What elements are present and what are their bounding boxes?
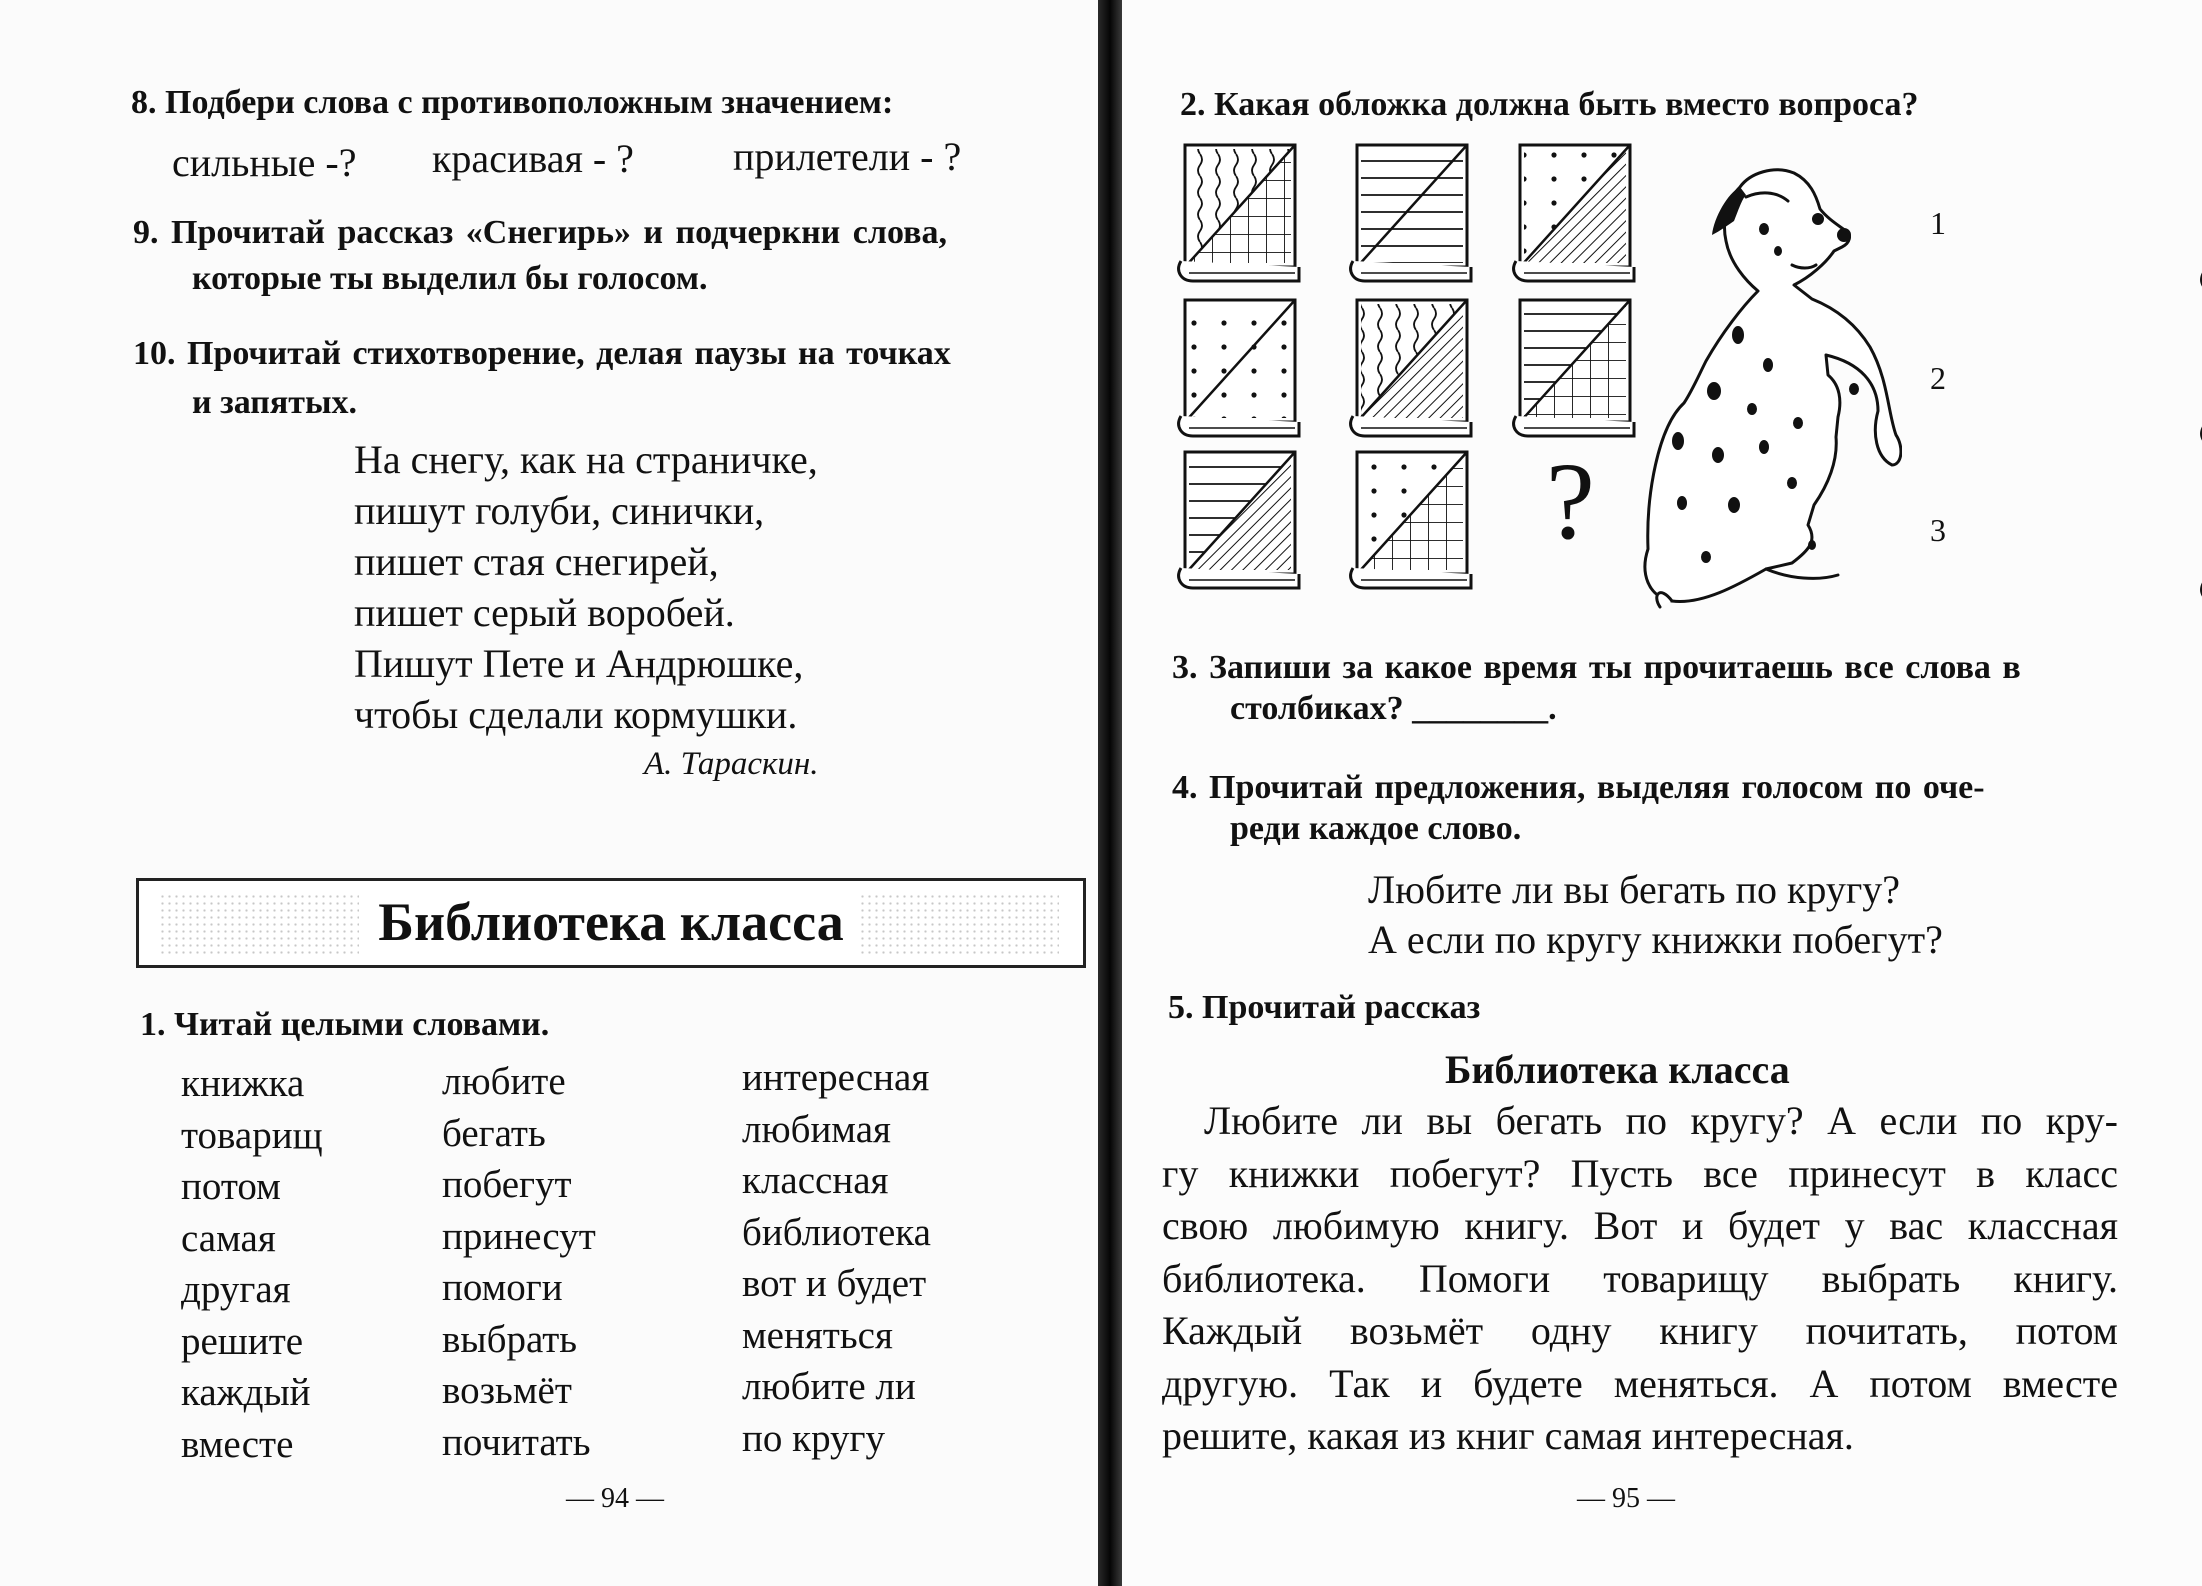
task-10-line2: и запятых. bbox=[192, 384, 358, 421]
word-column-3 bbox=[742, 1052, 931, 1464]
task-8-title: 8. Подбери слова с противоположным значением: bbox=[131, 84, 894, 121]
story-line: другую. Так и будете меняться. А потом вместе bbox=[1162, 1360, 2118, 1406]
word: любите bbox=[442, 1060, 566, 1103]
antonym-item: прилетели - ? bbox=[733, 134, 962, 179]
question-mark: ? bbox=[1546, 440, 1595, 562]
option-number: 2 bbox=[1930, 360, 1946, 396]
task-9-line2: которые ты выделил бы голосом. bbox=[192, 260, 708, 297]
word: товарищ bbox=[181, 1113, 323, 1157]
book-cover-icon bbox=[1514, 145, 1634, 281]
word-column-1 bbox=[181, 1058, 323, 1470]
word: каждый bbox=[181, 1371, 311, 1414]
story-title: Библиотека класса bbox=[1445, 1047, 1790, 1092]
option-number: 1 bbox=[1930, 205, 1946, 241]
word: вот и будет bbox=[742, 1262, 927, 1305]
word: библиотека bbox=[742, 1210, 931, 1254]
task-4-line2: реди каждое слово. bbox=[1230, 810, 1522, 847]
page-number: — 94 — bbox=[566, 1483, 664, 1514]
book-spine bbox=[1098, 0, 1122, 1586]
book-cover-icon bbox=[1351, 300, 1471, 436]
book-cover-icon bbox=[1179, 452, 1299, 588]
task-3-line2: столбиках? ________. bbox=[1230, 690, 1557, 727]
story-text bbox=[1162, 1095, 2118, 1463]
book-cover-icon bbox=[1514, 300, 1634, 436]
task-5-title: 5. Прочитай рассказ bbox=[1168, 989, 1481, 1026]
task-2-title: 2. Какая обложка должна быть вместо вопроса? bbox=[1180, 86, 1919, 123]
word: бегать bbox=[442, 1111, 546, 1155]
word: самая bbox=[181, 1216, 276, 1260]
word: интересная bbox=[742, 1056, 930, 1099]
story-line: библиотека. Помоги товарищу выбрать книгу. bbox=[1162, 1255, 2118, 1301]
word: меняться bbox=[742, 1313, 893, 1357]
book-cover-icon bbox=[1351, 145, 1471, 281]
page-number: — 95 — bbox=[1577, 1483, 1675, 1514]
antonym-item: сильные -? bbox=[172, 140, 357, 185]
word: побегут bbox=[442, 1163, 572, 1206]
book-cover-icon bbox=[1179, 300, 1299, 436]
option-number: 3 bbox=[1930, 512, 1946, 548]
sentence: А если по кругу книжки побегут? bbox=[1368, 917, 1943, 962]
word: вместе bbox=[181, 1422, 294, 1466]
word: по кругу bbox=[742, 1416, 886, 1460]
word: любите ли bbox=[742, 1365, 916, 1408]
story-line: гу книжки побегут? Пусть все принесут в класс bbox=[1162, 1150, 2118, 1196]
word: потом bbox=[181, 1165, 281, 1208]
dalmatian-dog-illustration bbox=[1642, 165, 1902, 610]
story-line: свою любимую книгу. Вот и будет у вас классная bbox=[1162, 1203, 2118, 1248]
word: решите bbox=[181, 1319, 304, 1363]
poem-line: На снегу, как на страничке, bbox=[354, 437, 818, 482]
book-cover-icon bbox=[1179, 145, 1299, 281]
story-line: решите, какая из книг самая интересная. bbox=[1162, 1413, 1854, 1458]
word: почитать bbox=[442, 1420, 591, 1464]
word: другая bbox=[181, 1268, 291, 1311]
poem-line: пишут голуби, синички, bbox=[354, 488, 765, 533]
antonym-item: красивая - ? bbox=[432, 136, 634, 181]
poem-author: А. Тараскин. bbox=[644, 746, 819, 782]
word: книжка bbox=[181, 1062, 305, 1105]
word: принесут bbox=[442, 1214, 596, 1258]
task-9-line1: 9. Прочитай рассказ «Снегирь» и подчеркни слова, bbox=[133, 214, 947, 251]
task-3-line1: 3. Запиши за какое время ты прочитаешь все слова в bbox=[1172, 649, 2021, 686]
word: помоги bbox=[442, 1266, 563, 1309]
section-title: Библиотека класса bbox=[378, 892, 844, 952]
word: возьмёт bbox=[442, 1369, 572, 1412]
word: классная bbox=[742, 1159, 889, 1202]
word: любимая bbox=[742, 1107, 891, 1151]
task-1-title: 1. Читай целыми словами. bbox=[140, 1006, 550, 1043]
section-banner bbox=[136, 878, 1086, 968]
sentence: Любите ли вы бегать по кругу? bbox=[1368, 867, 1901, 912]
left-page bbox=[0, 0, 1098, 1586]
word-column-2 bbox=[442, 1056, 596, 1468]
word: выбрать bbox=[442, 1317, 578, 1361]
story-line: Каждый возьмёт одну книгу почитать, потом bbox=[1162, 1308, 2118, 1353]
poem-line: Пишут Пете и Андрюшке, bbox=[354, 641, 804, 686]
story-line: Любите ли вы бегать по кругу? А если по кру- bbox=[1204, 1098, 2118, 1143]
right-page bbox=[1122, 0, 2202, 1586]
book-cover-icon bbox=[1351, 452, 1471, 588]
poem-line: пишет серый воробей. bbox=[354, 590, 735, 635]
task-10-line1: 10. Прочитай стихотворение, делая паузы на точках bbox=[133, 335, 951, 372]
poem-line: пишет стая снегирей, bbox=[354, 539, 719, 584]
poem bbox=[354, 434, 818, 740]
task-4-line1: 4. Прочитай предложения, выделяя голосом по оче- bbox=[1172, 769, 1985, 806]
poem-line: чтобы сделали кормушки. bbox=[354, 692, 798, 737]
